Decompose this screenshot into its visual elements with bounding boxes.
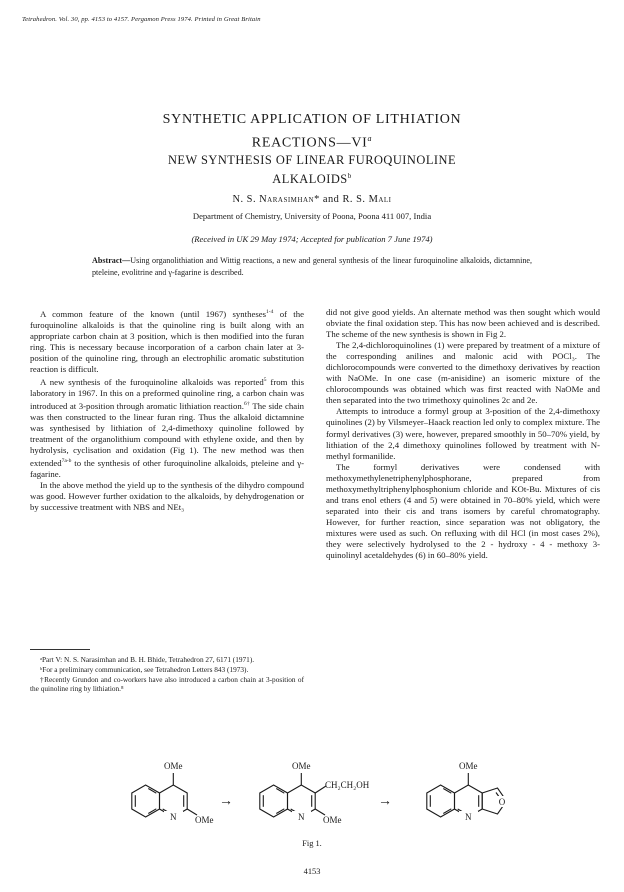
footnote-a: ᵃPart V: N. S. Narasimhan and B. H. Bhide, Tetrahedron 27, 6171 (1971). (40, 655, 255, 664)
right-paragraph-2: The 2,4-dichloroquinolines (1) were prepared by treatment of a mixture of the corresponding anilines and malonic acid with POCl₃. The dichlorocompounds were converted to the dimethoxy derivatives by reaction with NaOMe. In one case (m-anisidine) an isomeric mixture of the chlorocompounds was obtained which was first reacted with NaOMe and then separated into the two trimethoxy quinolines 2c and 2e. (326, 340, 600, 406)
m1-ring-nitrogen: N (170, 812, 177, 822)
abstract-label: Abstract— (92, 256, 131, 265)
footnote-rule (30, 649, 90, 650)
affiliation: Department of Chemistry, University of Poona, Poona 411 007, India (192, 211, 432, 221)
right-paragraph-1: did not give good yields. An alternate method was then sought which would obviate the final oxidation step. This has now been achieved and is described. The scheme of the new synthesis is shown in Fig 2. (326, 307, 600, 340)
abstract (92, 255, 532, 278)
scheme-labels (164, 761, 509, 825)
running-head: Tetrahedron. Vol. 30, pp. 4153 to 4157. Pergamon Press 1974. Printed in Great Britain (22, 16, 261, 23)
subtitle-line-1: NEW SYNTHESIS OF LINEAR FUROQUINOLINE (167, 153, 457, 167)
footnote-dagger: †Recently Grundon and co-workers have also introduced a carbon chain at 3-position of the quinoline ring by lithiation.⁸ (30, 674, 304, 694)
title-line-1: SYNTHETIC APPLICATION OF LITHIATION (162, 112, 462, 127)
m3-ring-nitrogen: N (465, 812, 472, 822)
left-column (30, 307, 304, 513)
footnotes (30, 655, 304, 694)
m3-methoxy-top: OMe (459, 761, 478, 771)
author-2: Mali (368, 194, 392, 205)
page-number: 4153 (303, 867, 321, 876)
footnote-b: ᵇFor a preliminary communication, see Tetrahedron Letters 843 (1973). (40, 664, 249, 674)
reaction-arrow-2: → (378, 794, 392, 809)
title-line-2: $REACTIONS—VI^a$ (251, 134, 373, 151)
abstract-text: Using organolithiation and Wittig reactions, a new and general synthesis of the linear furoquinoline alkaloids, dictamnine, pteleine, evolitrine and γ-fagarine is described. (92, 256, 532, 277)
figure-caption: Fig 1. (302, 839, 322, 848)
m2-methoxy-side: OMe (323, 815, 342, 825)
molecule-hydroxyethylquinoline (260, 773, 326, 817)
m2-methoxy-top: OMe (292, 761, 311, 771)
left-paragraph-2: A new synthesis of the furoquinoline alkaloids was reported$^5$ from this laboratory in 1967. In this on a preformed quinoline ring, a carbon chain was introduced at 3-position through aromatic lithiation reaction.$^{6\dagger}$ The side chain was then constructed to the linear furan ring. Thus the alkaloid dictamnine was synthesised by lithiation of 2,4-dimethoxy quinoline followed by treatment of the organolithium compound with ethylene oxide, and then by hydrolysis, cyclisation and oxidation (Fig 1). The new method was then extended$^{7a-b}$ to the synthesis of other furoquinoline alkaloids, pteleine and γ-fagarine. (30, 377, 304, 480)
left-paragraph-3: In the above method the yield up to the synthesis of the dihydro compound was good. However further oxidation to the alkaloids, by dehydrogenation or by successive treatment with NBS and NEt₃ (30, 480, 304, 513)
left-paragraph-1: A common feature of the known (until 1967) syntheses$^{1-4}$ of the furoquinoline alkaloids is that the quinoline ring is built along with an appropriate carbon chain at 3 position, which is then modified into the furan ring. This is necessary because incorporation of a carbon chain later at 3-position of the quinoline ring, through an electrophilic aromatic substitution reaction is difficult. (30, 308, 304, 375)
author-1: Narasimhan (259, 194, 315, 205)
subtitle-line-2: ALKALOIDS$^b$ (272, 171, 352, 186)
title-footnote-mark: a (367, 134, 373, 143)
molecule-dictamnine (427, 773, 507, 817)
author-line: N. S. Narasimhan* and R. S. Mali (232, 194, 392, 205)
received-dates: (Received in UK 29 May 1974; Accepted for publication 7 June 1974) (191, 234, 433, 244)
m2-hydroxyethyl-chain: CH₂CH₂OH (325, 780, 370, 790)
molecule-dimethoxyquinoline (132, 773, 197, 817)
m1-methoxy-side: OMe (195, 815, 214, 825)
article-title (0, 110, 624, 153)
right-column (326, 307, 600, 561)
right-paragraph-3: Attempts to introduce a formyl group at 3-position of the 2,4-dimethoxy quinolines (2) by Vilsmeyer–Haack reaction led only to complex mixture. The formyl derivatives (3) were, however, prepared smoothly in 50–70% yield, by lithiation of the 2,4 dimethoxy quinolines followed by treatment with N-methyl formanilide. (326, 406, 600, 461)
scheme-arrows (219, 794, 392, 809)
m1-methoxy-top: OMe (164, 761, 183, 771)
article-subtitle (0, 153, 624, 187)
m2-ring-nitrogen: N (298, 812, 305, 822)
m3-furan-oxygen: O (498, 797, 506, 807)
reaction-arrow-1: → (219, 794, 233, 809)
reaction-scheme (0, 755, 624, 839)
right-paragraph-4: The formyl derivatives were condensed with methoxymethylenetriphenylphosphorane, prepared from methoxymethyltriphenylphosphonium chloride and KOt-Bu. Mixtures of cis and trans enol ethers (4 and 5) were obtained in 70–80% yield, which were separated into their cis and trans isomers by careful chromatography. However, for further reaction, since separation was not obligatory, the mixtures were used as such. On refluxing with dil HCl (in most cases 2%), they were selectively hydrolysed to the 2 - hydroxy - 4 - methoxy 3-quinolinyl acetaldehydes (6) in 60–80% yield. (326, 461, 600, 561)
subtitle-footnote-mark: b (347, 171, 352, 180)
